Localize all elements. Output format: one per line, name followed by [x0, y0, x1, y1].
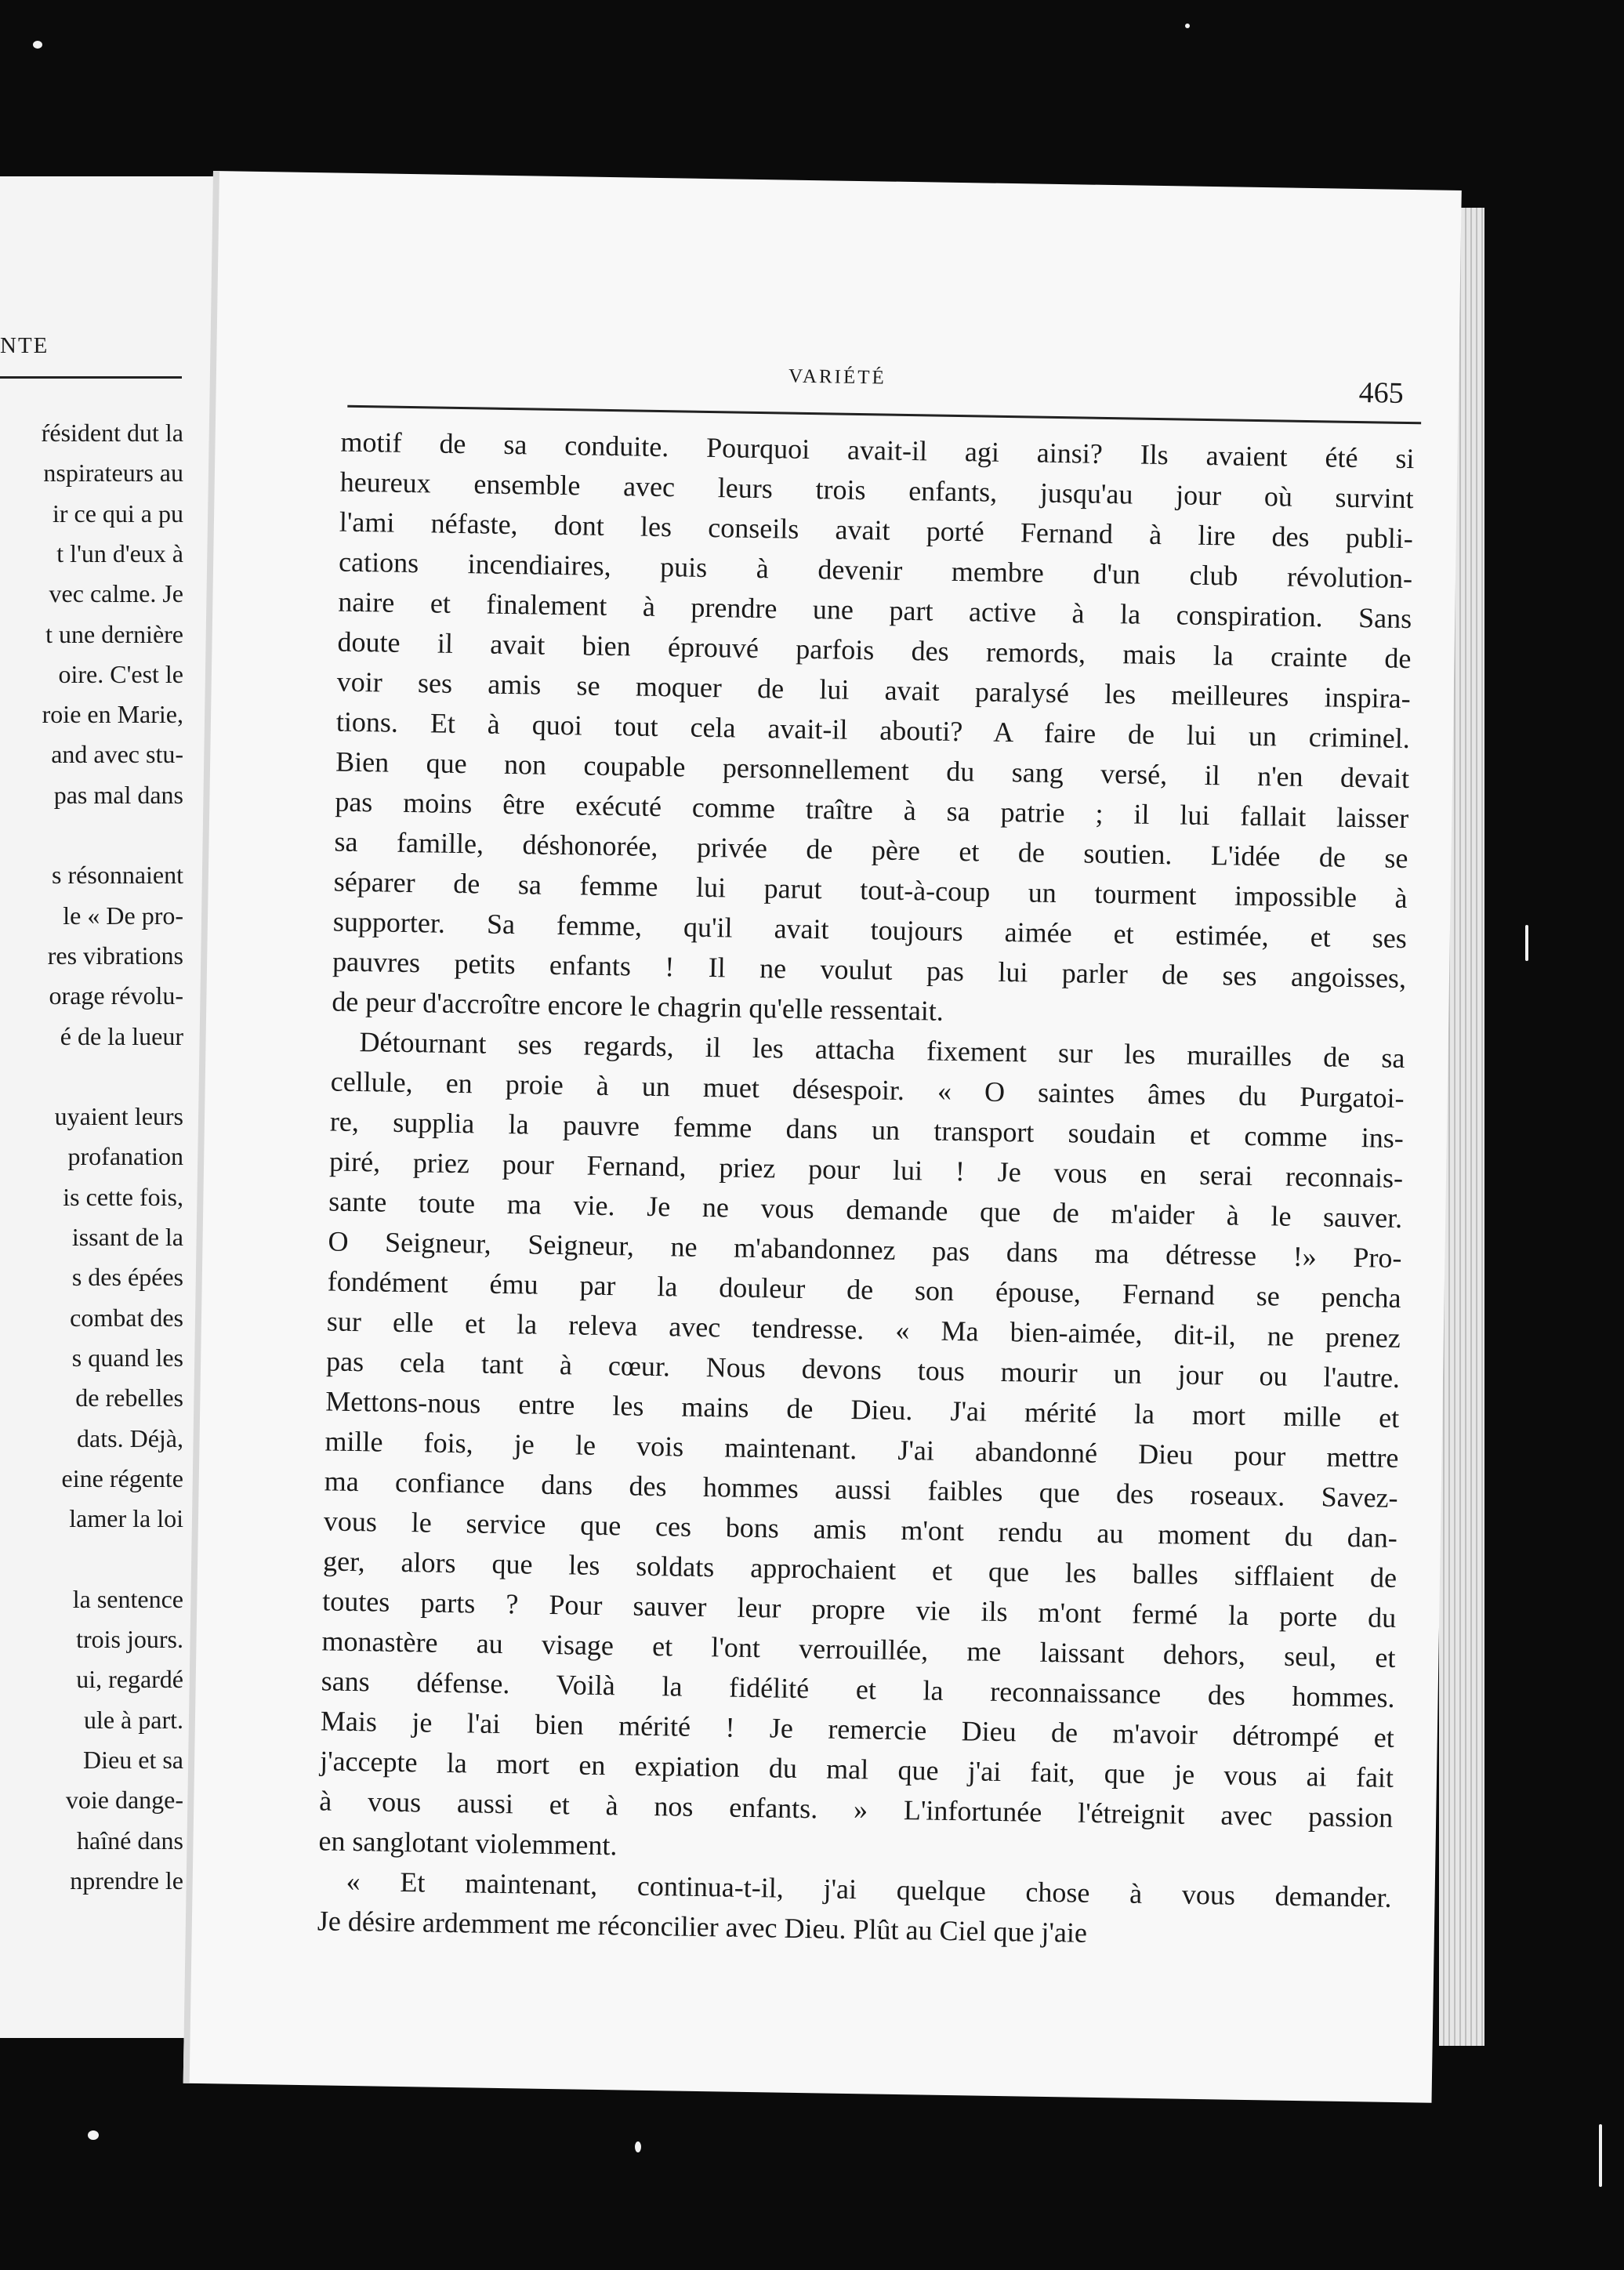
text-line: naire et finalement à prendre une part active à la conspiration. Sans	[338, 586, 1412, 635]
text-line: Bien que non coupable personnellement du sang versé, il n'en devait	[335, 745, 1410, 795]
left-text-line: lamer la loi	[69, 1504, 183, 1533]
left-text-line: is cette fois,	[63, 1182, 183, 1211]
text-line: l'ami néfaste, dont les conseils avait porté Fernand à lire des publi-	[339, 506, 1414, 555]
left-text-line: voie dange-	[65, 1786, 183, 1815]
text-line: Détournant ses regards, il les attacha fixement sur les murailles de sa	[359, 1026, 1405, 1075]
left-text-line: nspirateurs au	[43, 459, 183, 488]
text-line: monastère au visage et l'ont verrouillée, me laissant dehors, seul, et	[321, 1625, 1396, 1673]
left-text-line: trois jours.	[76, 1625, 183, 1653]
left-text-line: é de la lueur	[60, 1021, 183, 1050]
text-line: re, supplia la pauvre femme dans un transport soudain et comme ins-	[329, 1105, 1405, 1155]
text-line: pas moins être exécuté comme traître à sa patrie ; il lui fallait laisser	[335, 785, 1409, 835]
text-line: sa famille, déshonorée, privée de père et de soutien. L'idée de se	[334, 825, 1408, 875]
text-line: tions. Et à quoi tout cela avait-il abouti? A faire de lui un criminel.	[335, 705, 1411, 755]
text-line: Mais je l'ai bien mérité ! Je remercie Dieu de m'avoir détrompé et	[320, 1705, 1395, 1753]
left-header-rule	[0, 376, 182, 379]
left-text-line: issant de la	[71, 1223, 183, 1251]
text-line: sur elle et la releva avec tendresse. « Ma bien-aimée, dit-il, ne prenez	[326, 1305, 1401, 1354]
left-text-line: s des épées	[71, 1263, 183, 1292]
text-line: toutes parts ? Pour sauver leur propre vie ils m'ont fermé la porte du	[322, 1585, 1397, 1634]
left-text-line: s résonnaient	[52, 861, 183, 890]
left-text-line: le « De pro-	[63, 901, 183, 930]
text-line: ger, alors que les soldats approchaient et que les balles sifflaient de	[322, 1545, 1397, 1594]
right-page	[183, 171, 1462, 2103]
running-header: VARIÉTÉ	[788, 365, 887, 389]
text-line: O Seigneur, Seigneur, ne m'abandonnez pas dans ma détresse !» Pro-	[328, 1225, 1402, 1274]
left-running-header: NTE	[0, 333, 49, 358]
left-text-line: oire. C'est le	[58, 659, 183, 688]
left-text-line: res vibrations	[47, 941, 183, 970]
left-text-line: uyaient leurs	[54, 1102, 183, 1131]
left-page	[0, 176, 218, 2038]
left-text-line: t une dernière	[45, 619, 183, 648]
text-line: sans défense. Voilà la fidélité et la reconnaissance des hommes.	[321, 1665, 1395, 1713]
dust-speck	[1185, 24, 1190, 28]
left-text-line: pas mal dans	[53, 780, 183, 809]
text-line: cellule, en proie à un muet désespoir. « O saintes âmes du Purgatoi-	[330, 1065, 1405, 1115]
left-text-line: dats. Déjà,	[77, 1423, 183, 1452]
left-text-line: Dieu et sa	[83, 1745, 183, 1774]
left-text-line: s quand les	[71, 1343, 183, 1372]
header-rule	[347, 405, 1421, 425]
text-line: vous le service que ces bons amis m'ont rendu au moment du dan-	[323, 1505, 1398, 1554]
text-line: Mettons-nous entre les mains de Dieu. J'ai mérité la mort mille et	[325, 1385, 1400, 1434]
text-line: motif de sa conduite. Pourquoi avait-il agi ainsi? Ils avaient été si	[340, 426, 1415, 475]
text-line: piré, priez pour Fernand, priez pour lui ! Je vous en serai reconnais-	[328, 1145, 1404, 1194]
dust-speck	[88, 2130, 99, 2140]
text-line: heureux ensemble avec leurs trois enfants, jusqu'au jour où survint	[339, 466, 1414, 515]
text-line: sante toute ma vie. Je ne vous demande que de m'aider à le sauver.	[328, 1185, 1403, 1234]
left-text-line: nprendre le	[70, 1866, 183, 1895]
text-line: mille fois, je le vois maintenant. J'ai abandonné Dieu pour mettre	[324, 1425, 1399, 1474]
left-text-line: roie en Marie,	[42, 700, 183, 729]
left-text-line: de rebelles	[75, 1383, 183, 1412]
text-line: ma confiance dans des hommes aussi faibles que des roseaux. Savez-	[324, 1465, 1398, 1514]
text-line: supporter. Sa femme, qu'il avait toujours aimée et estimée, et ses	[332, 905, 1408, 955]
left-text-line: eine régente	[61, 1463, 183, 1492]
text-line: fondément ému par la douleur de son épouse, Fernand se pencha	[327, 1265, 1401, 1314]
text-line: en sanglotant violemment.	[318, 1825, 618, 1862]
dust-speck	[33, 41, 42, 49]
left-text-line: and avec stu-	[51, 740, 183, 769]
text-line: séparer de sa femme lui parut tout-à-coup un tourment impossible à	[333, 865, 1408, 915]
dust-speck	[1599, 2124, 1602, 2187]
text-line: j'accepte la mort en expiation du mal que j'ai fait, que je vous ai fait	[319, 1745, 1394, 1793]
text-line: Je désire ardemment me réconcilier avec Dieu. Plût au Ciel que j'aie	[317, 1905, 1088, 1949]
dust-speck	[635, 2141, 641, 2152]
left-text-line: ule à part.	[83, 1705, 183, 1734]
text-line: à vous aussi et à nos enfants. » L'infortunée l'étreignit avec passion	[319, 1785, 1394, 1833]
text-line: cations incendiaires, puis à devenir membre d'un club révolution-	[338, 546, 1413, 595]
text-line: pas cela tant à cœur. Nous devons tous mourir un jour ou l'autre.	[325, 1345, 1401, 1394]
left-text-line: ŕésident dut la	[41, 419, 183, 447]
left-text-line: ir ce qui a pu	[52, 499, 183, 528]
dust-speck	[1525, 925, 1528, 961]
body-text	[317, 422, 1415, 1958]
left-text-line: la sentence	[72, 1584, 183, 1613]
text-line: voir ses amis se moquer de lui avait paralysé les meilleures inspira-	[336, 665, 1411, 715]
left-text-line: ui, regardé	[76, 1665, 183, 1694]
left-text-line: profanation	[67, 1142, 183, 1171]
text-line: de peur d'accroître encore le chagrin qu'elle ressentait.	[332, 985, 944, 1027]
text-line: pauvres petits enfants ! Il ne voulut pas lui parler de ses angoisses,	[332, 945, 1407, 995]
left-text-line: orage révolu-	[49, 981, 183, 1010]
left-text-line: vec calme. Je	[49, 579, 183, 608]
left-text-line: t l'un d'eux à	[56, 538, 183, 568]
page-number: 465	[1358, 375, 1405, 410]
left-text-line: combat des	[70, 1303, 183, 1332]
text-line: doute il avait bien éprouvé parfois des remords, mais la crainte de	[337, 626, 1412, 675]
text-line: « Et maintenant, continua-t-il, j'ai quelque chose à vous demander.	[346, 1865, 1392, 1913]
left-text-line: haîné dans	[77, 1826, 183, 1855]
